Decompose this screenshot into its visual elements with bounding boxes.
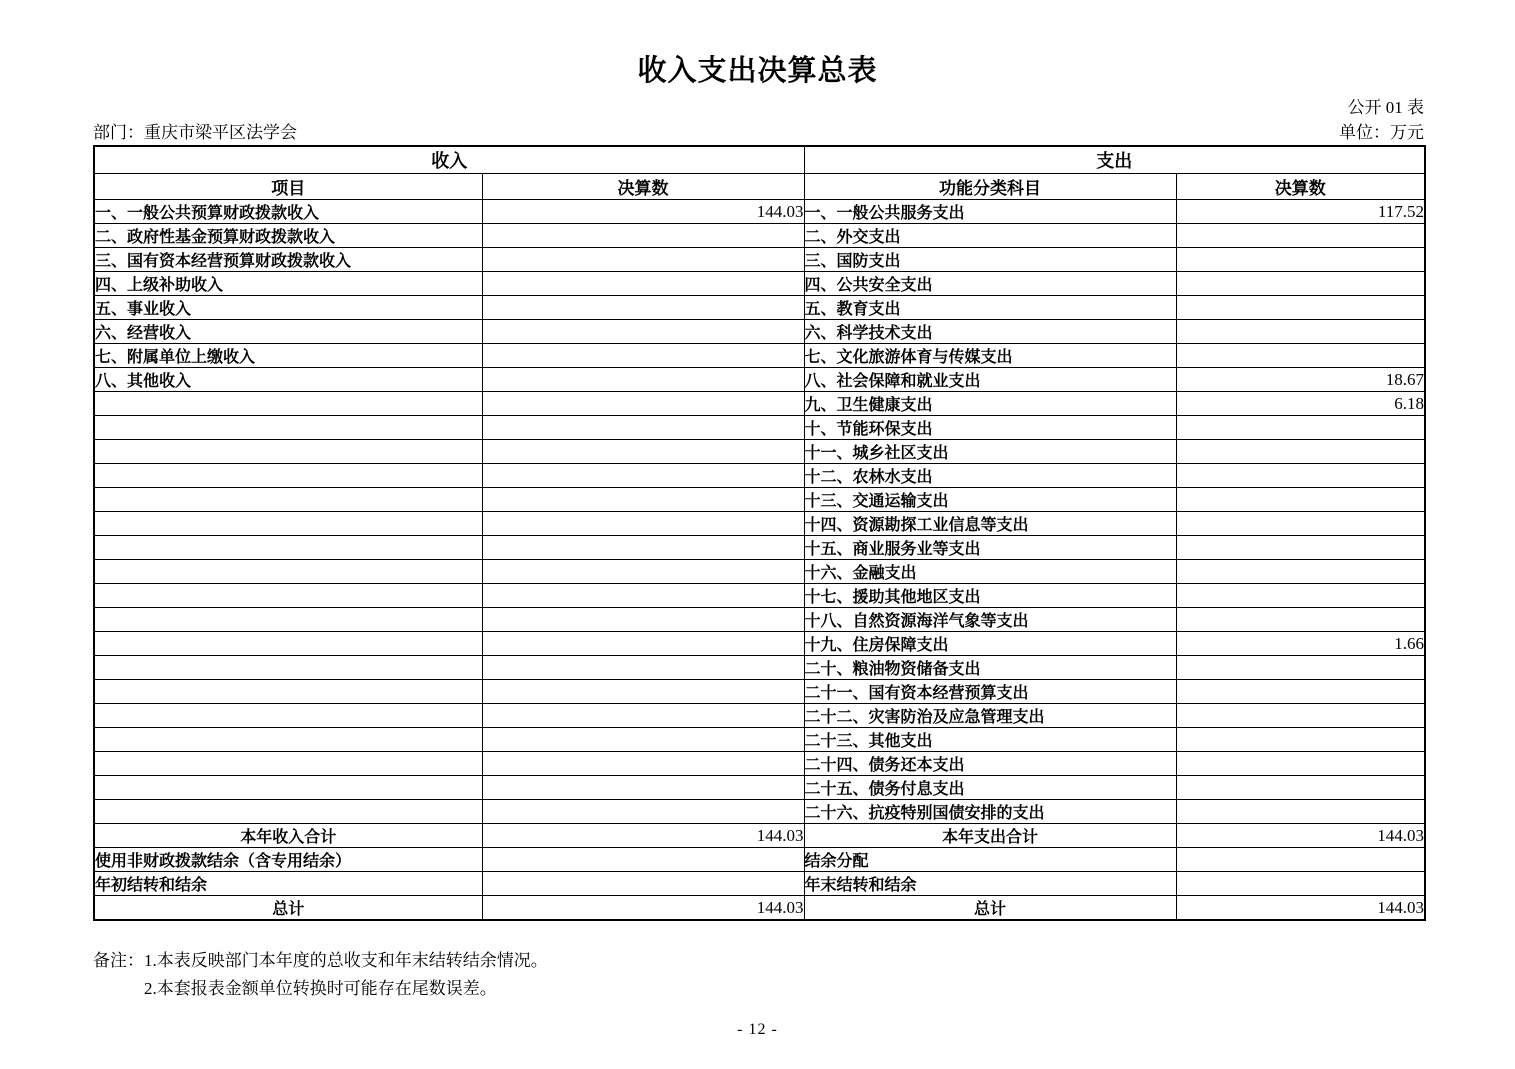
expense-amount-cell xyxy=(1176,224,1425,248)
income-amount-cell xyxy=(482,584,804,608)
expense-amount-cell xyxy=(1176,560,1425,584)
expense-item-cell: 一、一般公共服务支出 xyxy=(804,200,1176,224)
income-item-cell xyxy=(94,728,482,752)
income-amount-cell xyxy=(482,224,804,248)
income-item-cell xyxy=(94,800,482,824)
expense-amount-cell xyxy=(1176,488,1425,512)
table-row xyxy=(94,272,1425,296)
income-amount-cell xyxy=(482,632,804,656)
main-table xyxy=(93,145,1426,921)
table-row xyxy=(94,512,1425,536)
expense-amount-cell xyxy=(1176,584,1425,608)
expense-item-cell: 二十一、国有资本经营预算支出 xyxy=(804,680,1176,704)
notes-label: 备注： xyxy=(93,951,144,970)
note-line: 1.本表反映部门本年度的总收支和年末结转结余情况。 xyxy=(144,951,548,970)
income-item-cell: 三、国有资本经营预算财政拨款收入 xyxy=(94,248,482,272)
income-amount-cell xyxy=(482,848,804,872)
table-row xyxy=(94,440,1425,464)
income-amount-cell xyxy=(482,536,804,560)
expense-amount-cell xyxy=(1176,752,1425,776)
expense-item-cell: 十七、援助其他地区支出 xyxy=(804,584,1176,608)
income-amount-cell xyxy=(482,752,804,776)
income-item-cell xyxy=(94,536,482,560)
income-amount-cell xyxy=(482,344,804,368)
income-amount-cell xyxy=(482,656,804,680)
expense-amount-cell: 144.03 xyxy=(1176,896,1425,921)
table-row xyxy=(94,728,1425,752)
income-item-cell xyxy=(94,464,482,488)
income-amount-header: 决算数 xyxy=(482,174,804,200)
expense-amount-cell: 18.67 xyxy=(1176,368,1425,392)
expense-item-cell: 六、科学技术支出 xyxy=(804,320,1176,344)
table-row xyxy=(94,608,1425,632)
expense-item-cell: 二十二、灾害防治及应急管理支出 xyxy=(804,704,1176,728)
income-amount-cell xyxy=(482,296,804,320)
income-item-cell xyxy=(94,392,482,416)
expense-item-cell: 结余分配 xyxy=(804,848,1176,872)
expense-amount-cell xyxy=(1176,728,1425,752)
expense-amount-cell xyxy=(1176,416,1425,440)
department-label: 部门：重庆市梁平区法学会 xyxy=(93,123,297,142)
expense-item-cell: 二、外交支出 xyxy=(804,224,1176,248)
expense-item-cell: 十二、农林水支出 xyxy=(804,464,1176,488)
income-item-header: 项目 xyxy=(94,174,482,200)
income-item-cell xyxy=(94,632,482,656)
expense-amount-cell xyxy=(1176,656,1425,680)
table-row xyxy=(94,752,1425,776)
expense-item-cell: 十五、商业服务业等支出 xyxy=(804,536,1176,560)
unit-label: 单位：万元 xyxy=(1339,123,1424,142)
income-item-cell: 五、事业收入 xyxy=(94,296,482,320)
expense-amount-cell xyxy=(1176,512,1425,536)
expense-item-cell: 五、教育支出 xyxy=(804,296,1176,320)
expense-item-cell: 二十五、债务付息支出 xyxy=(804,776,1176,800)
income-item-cell xyxy=(94,416,482,440)
income-item-cell: 总计 xyxy=(94,896,482,921)
table-row xyxy=(94,584,1425,608)
table-row xyxy=(94,224,1425,248)
expense-amount-cell xyxy=(1176,320,1425,344)
table-row xyxy=(94,416,1425,440)
page-number: - 12 - xyxy=(737,1021,778,1038)
table-row xyxy=(94,320,1425,344)
expense-item-cell: 本年支出合计 xyxy=(804,824,1176,848)
table-row xyxy=(94,200,1425,224)
note-line: 2.本套报表金额单位转换时可能存在尾数误差。 xyxy=(144,979,497,998)
table-row xyxy=(94,680,1425,704)
income-item-cell xyxy=(94,776,482,800)
table-row xyxy=(94,800,1425,824)
expense-item-cell: 二十六、抗疫特别国债安排的支出 xyxy=(804,800,1176,824)
income-amount-cell xyxy=(482,704,804,728)
expense-item-cell: 十四、资源勘探工业信息等支出 xyxy=(804,512,1176,536)
income-item-cell xyxy=(94,656,482,680)
expense-item-cell: 总计 xyxy=(804,896,1176,921)
expense-amount-header: 决算数 xyxy=(1176,174,1425,200)
expense-amount-cell xyxy=(1176,440,1425,464)
income-item-cell xyxy=(94,704,482,728)
expense-section-header: 支出 xyxy=(804,146,1425,174)
table-code: 公开 01 表 xyxy=(1347,98,1424,117)
expense-amount-cell: 1.66 xyxy=(1176,632,1425,656)
expense-amount-cell xyxy=(1176,776,1425,800)
income-item-cell: 八、其他收入 xyxy=(94,368,482,392)
expense-amount-cell xyxy=(1176,536,1425,560)
income-item-cell xyxy=(94,584,482,608)
expense-amount-cell xyxy=(1176,872,1425,896)
income-amount-cell xyxy=(482,272,804,296)
expense-item-cell: 八、社会保障和就业支出 xyxy=(804,368,1176,392)
expense-item-cell: 二十三、其他支出 xyxy=(804,728,1176,752)
expense-amount-cell xyxy=(1176,800,1425,824)
income-amount-cell xyxy=(482,608,804,632)
expense-amount-cell: 117.52 xyxy=(1176,200,1425,224)
income-item-cell xyxy=(94,488,482,512)
income-amount-cell xyxy=(482,872,804,896)
table-row xyxy=(94,248,1425,272)
income-amount-cell: 144.03 xyxy=(482,896,804,921)
income-item-cell: 六、经营收入 xyxy=(94,320,482,344)
income-amount-cell xyxy=(482,440,804,464)
expense-amount-cell xyxy=(1176,608,1425,632)
table-row xyxy=(94,368,1425,392)
income-amount-cell xyxy=(482,320,804,344)
expense-item-cell: 九、卫生健康支出 xyxy=(804,392,1176,416)
expense-item-cell: 年末结转和结余 xyxy=(804,872,1176,896)
income-amount-cell xyxy=(482,800,804,824)
income-amount-cell xyxy=(482,680,804,704)
expense-item-header: 功能分类科目 xyxy=(804,174,1176,200)
income-amount-cell xyxy=(482,512,804,536)
expense-amount-cell xyxy=(1176,704,1425,728)
column-header-row xyxy=(94,174,1425,200)
table-row xyxy=(94,560,1425,584)
income-item-cell: 本年收入合计 xyxy=(94,824,482,848)
table-body xyxy=(94,200,1425,921)
income-item-cell xyxy=(94,560,482,584)
income-item-cell: 使用非财政拨款结余（含专用结余） xyxy=(94,848,482,872)
page-title: 收入支出决算总表 xyxy=(637,55,878,87)
income-amount-cell xyxy=(482,416,804,440)
income-item-cell: 七、附属单位上缴收入 xyxy=(94,344,482,368)
income-item-cell: 四、上级补助收入 xyxy=(94,272,482,296)
income-item-cell xyxy=(94,752,482,776)
income-amount-cell xyxy=(482,560,804,584)
income-item-cell: 一、一般公共预算财政拨款收入 xyxy=(94,200,482,224)
expense-amount-cell: 144.03 xyxy=(1176,824,1425,848)
table-row xyxy=(94,872,1425,896)
income-item-cell xyxy=(94,680,482,704)
expense-amount-cell xyxy=(1176,464,1425,488)
expense-amount-cell: 6.18 xyxy=(1176,392,1425,416)
table-row xyxy=(94,296,1425,320)
expense-item-cell: 十一、城乡社区支出 xyxy=(804,440,1176,464)
expense-item-cell: 四、公共安全支出 xyxy=(804,272,1176,296)
table-row xyxy=(94,824,1425,848)
section-header-row xyxy=(94,146,1425,174)
income-amount-cell xyxy=(482,464,804,488)
note-lines xyxy=(144,947,548,1003)
table-row xyxy=(94,776,1425,800)
income-amount-cell: 144.03 xyxy=(482,200,804,224)
table-row xyxy=(94,848,1425,872)
expense-amount-cell xyxy=(1176,848,1425,872)
expense-amount-cell xyxy=(1176,344,1425,368)
income-item-cell xyxy=(94,608,482,632)
income-item-cell: 年初结转和结余 xyxy=(94,872,482,896)
notes xyxy=(93,947,548,1003)
expense-item-cell: 三、国防支出 xyxy=(804,248,1176,272)
table-row xyxy=(94,632,1425,656)
expense-item-cell: 十三、交通运输支出 xyxy=(804,488,1176,512)
income-amount-cell xyxy=(482,368,804,392)
income-amount-cell: 144.03 xyxy=(482,824,804,848)
income-item-cell xyxy=(94,440,482,464)
expense-item-cell: 二十四、债务还本支出 xyxy=(804,752,1176,776)
income-amount-cell xyxy=(482,728,804,752)
table-row xyxy=(94,896,1425,921)
income-amount-cell xyxy=(482,488,804,512)
expense-item-cell: 十九、住房保障支出 xyxy=(804,632,1176,656)
expense-item-cell: 十、节能环保支出 xyxy=(804,416,1176,440)
income-amount-cell xyxy=(482,392,804,416)
table-row xyxy=(94,392,1425,416)
income-section-header: 收入 xyxy=(94,146,804,174)
expense-amount-cell xyxy=(1176,296,1425,320)
income-item-cell: 二、政府性基金预算财政拨款收入 xyxy=(94,224,482,248)
expense-item-cell: 七、文化旅游体育与传媒支出 xyxy=(804,344,1176,368)
table-row xyxy=(94,488,1425,512)
expense-item-cell: 二十、粮油物资储备支出 xyxy=(804,656,1176,680)
income-item-cell xyxy=(94,512,482,536)
expense-amount-cell xyxy=(1176,248,1425,272)
table-row xyxy=(94,344,1425,368)
expense-item-cell: 十六、金融支出 xyxy=(804,560,1176,584)
income-amount-cell xyxy=(482,248,804,272)
table-row xyxy=(94,464,1425,488)
expense-amount-cell xyxy=(1176,272,1425,296)
expense-item-cell: 十八、自然资源海洋气象等支出 xyxy=(804,608,1176,632)
table-row xyxy=(94,704,1425,728)
table-row xyxy=(94,656,1425,680)
income-amount-cell xyxy=(482,776,804,800)
expense-amount-cell xyxy=(1176,680,1425,704)
table-row xyxy=(94,536,1425,560)
